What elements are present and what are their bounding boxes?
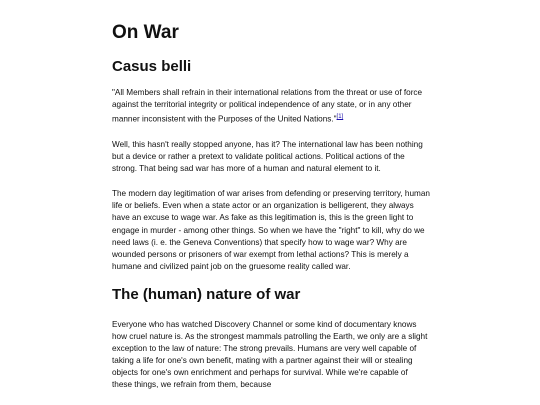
quote-paragraph <box>112 87 430 126</box>
page-title: On War <box>112 22 179 43</box>
paragraph: The modern day legitimation of war arises from defending or preserving territory, human life or beliefs. Even when a state actor or an organization is belligerent, they always have an excuse to wage war. As fake as this legitimation is, this is the green light to engage in murder - among other things. So when we have the "right" to kill, why do we need laws (i. e. the Geneva Conventions) that specify how to wage war? Why are wounded persons or prisoners of war exempt from lethal actions? This is merely a humane and civilized paint job on the gruesome reality called war. <box>112 189 430 271</box>
section-heading-casus-belli: Casus belli <box>112 58 192 75</box>
article <box>112 0 430 392</box>
paragraph: Everyone who has watched Discovery Channel or some kind of documentary knows how cruel nature is. As the strongest mammals patrolling the Earth, we only are a slight exception to the law of nature: The strong prevails. Humans are very well capable of taking a life for one's own benefit, mating with a partner against their will or stealing objects for one's own enrichment and perhaps for survival. While we're capable of these things, we refrain from them, because <box>112 319 428 390</box>
footnote-ref <box>337 113 344 120</box>
paragraph: Well, this hasn't really stopped anyone, has it? The international law has been nothing but a device or rather a pretext to validate political actions. Political actions of the strong. That being sad war has more of a human and natural element to it. <box>112 140 423 174</box>
footnote-link[interactable]: [1] <box>336 114 344 121</box>
section-heading-nature-of-war: The (human) nature of war <box>112 285 301 303</box>
quote-text: "All Members shall refrain in their international relations from the threat or use of force against the territorial integrity or political independence of any state, or in any other manner inconsistent with the Purposes of the United Nations." <box>112 88 423 124</box>
